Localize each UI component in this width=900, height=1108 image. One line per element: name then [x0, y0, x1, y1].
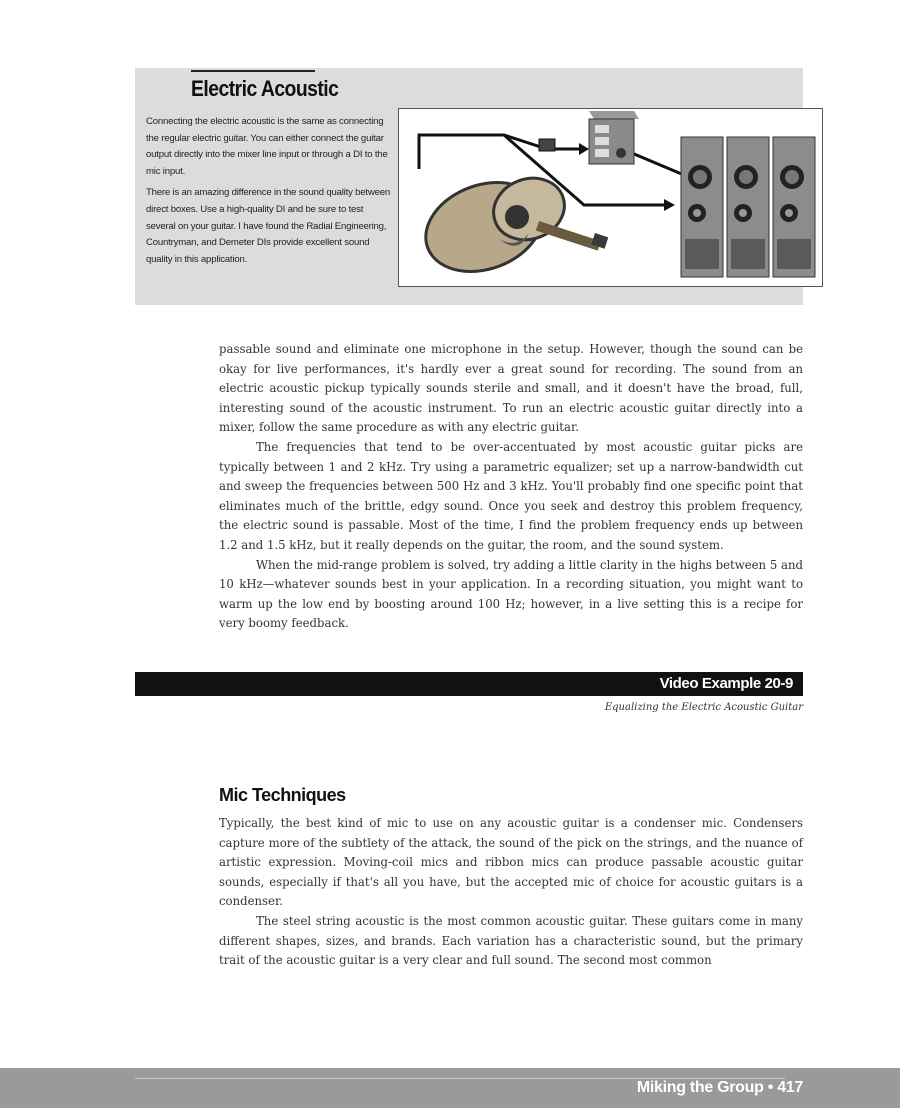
- arrow-to-di-icon: [579, 143, 589, 155]
- sidebar-paragraph-2: There is an amazing difference in the sound quality between direct boxes. Use a high-quality DI and be sure to test several on your guitar. I have found the Radial Engineering, Countryman, and Demeter DIs provide excellent sound quality in this application.: [146, 187, 391, 265]
- section-paragraph-1: Typically, the best kind of mic to use on any acoustic guitar is a condenser mic. Condensers capture more of the subtlety of the attack, the sound of the pick on the strings, and the nuance of artistic expression. Moving-coil mics and ribbon mics can produce passable acoustic guitar sounds, especially if that's all you have, but the accepted mic of choice for acoustic guitars is a condenser.: [219, 816, 803, 909]
- di-connector: [539, 139, 555, 151]
- arrow-to-line-input-icon: [664, 199, 675, 211]
- video-example-label: Video Example 20-9: [659, 675, 793, 692]
- body-paragraph-3: When the mid-range problem is solved, try adding a little clarity in the highs between 5 and 10 kHz—whatever sounds best in your application. In a recording situation, you might want to warm up the low end by boosting around 100 Hz; however, in a live setting this is a recipe for very boomy feedback.: [219, 557, 803, 631]
- footer-running-head: Miking the Group • 417: [636, 1079, 803, 1096]
- sidebar-text: [146, 114, 391, 273]
- body-text-section: [219, 814, 803, 971]
- acoustic-guitar-image: [413, 167, 608, 287]
- body-paragraph-1: passable sound and eliminate one microphone in the setup. However, though the sound can be okay for live performances, it's hardly ever a great sound for recording. The sound from an electric acoustic pickup typically sounds sterile and small, and it doesn't have the broad, full, interesting sound of the acoustic instrument. To run an electric acoustic guitar directly into a mixer, follow the same procedure as with any electric guitar.: [219, 342, 803, 435]
- sidebar-title: Electric Acoustic: [191, 76, 339, 101]
- body-paragraph-2: The frequencies that tend to be over-accentuated by most acoustic guitar picks are typically between 1 and 2 kHz. Try using a parametric equalizer; set up a narrow-bandwidth cut and sweep the frequencies between 500 Hz and 3 kHz. You'll probably find one specific point that eliminates much of the brittle, edgy sound. Once you seek and destroy this problem frequency, the electric sound is passable. Most of the time, I find the problem frequency ends up between 1.2 and 1.5 kHz, but it really depends on the guitar, the room, and the sound system.: [219, 439, 803, 552]
- body-text-top: [219, 340, 803, 634]
- sidebar-title-rule: [191, 70, 315, 72]
- guitar-di-figure: [398, 108, 823, 287]
- mixer-channel-strips-image: [681, 137, 815, 277]
- section-paragraph-2: The steel string acoustic is the most common acoustic guitar. These guitars come in many different shapes, sizes, and brands. Each variation has a characteristic sound, but the primary trait of the acoustic guitar is a very clear and full sound. The second most common: [219, 913, 803, 968]
- video-example-bar: [135, 672, 803, 696]
- guitar-connection-illustration: [399, 109, 824, 288]
- di-box-image: [589, 111, 639, 164]
- page-footer: [0, 1068, 900, 1108]
- section-heading: Mic Techniques: [219, 785, 346, 805]
- sidebar-paragraph-1: Connecting the electric acoustic is the same as connecting the regular electric guitar. You can either connect the guitar output directly into the mixer line input or through a DI to the mic input.: [146, 116, 388, 177]
- video-example-caption: Equalizing the Electric Acoustic Guitar: [604, 702, 803, 713]
